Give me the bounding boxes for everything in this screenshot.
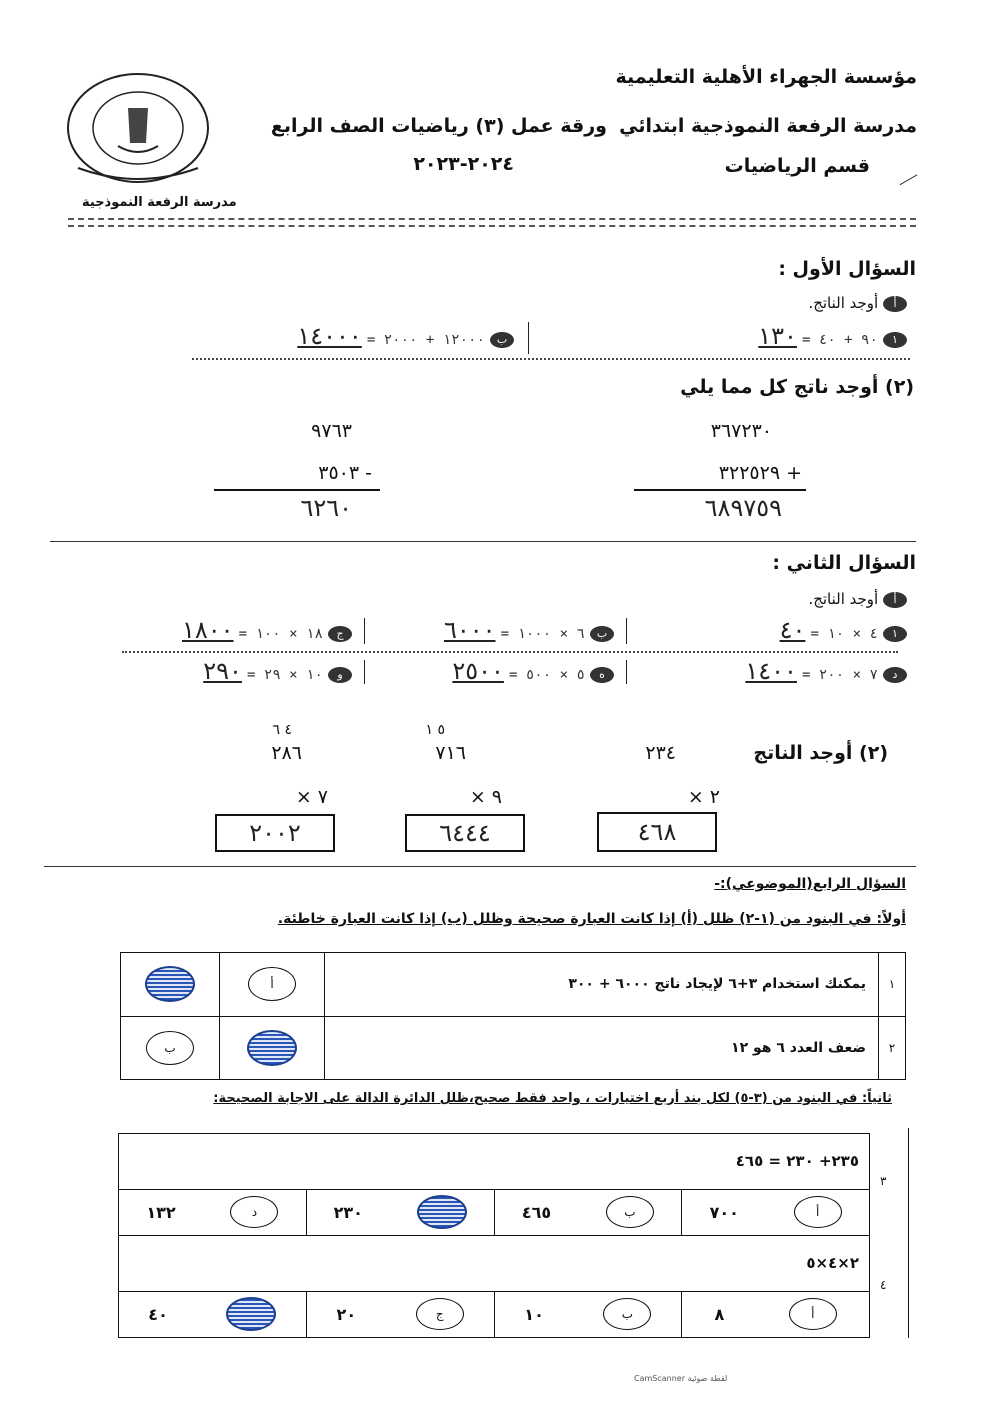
column-divider <box>528 322 529 354</box>
mult-2-carry: ٥ ١ <box>425 722 445 738</box>
tf-number: ٢ <box>879 1016 906 1080</box>
mult-1-answer-box <box>597 812 717 852</box>
mult-3-factor: ٧ × <box>295 786 328 808</box>
tf-statement: ضعف العدد ٦ هو ١٢ <box>325 1016 879 1080</box>
option-value: ١٣٢ <box>146 1202 176 1222</box>
q2-subpart-a <box>808 590 907 608</box>
mc-option-b[interactable] <box>494 1291 682 1337</box>
addition-result: ٦٨٩٧٥٩ <box>704 494 782 522</box>
q1-subpart-a <box>808 294 907 312</box>
mc-option-a[interactable] <box>682 1189 870 1235</box>
shaded-answer-icon <box>226 1297 276 1331</box>
subtraction-line <box>214 489 380 491</box>
option-value: ٤٠ <box>148 1304 168 1324</box>
shaded-answer-icon <box>417 1195 467 1229</box>
column-divider <box>364 618 365 644</box>
question-4-title: السؤال الرابع(الموضوعي):- <box>714 876 906 892</box>
q2-item-1 <box>697 616 907 644</box>
q2-item-2 <box>384 616 614 644</box>
badge-a: أ <box>883 296 907 312</box>
subtraction-result: ٦٢٦٠ <box>300 494 352 522</box>
tf-option-a-cell[interactable] <box>220 1016 325 1080</box>
mult-2-top: ٧١٦ <box>435 742 466 764</box>
mc-question: ٢٣٥+ ٢٣٠ = ٤٦٥ <box>119 1134 870 1190</box>
mult-3-result: ٢٠٠٢ <box>249 819 301 847</box>
school-year: ٢٠٢٤-٢٠٢٣ <box>413 153 514 175</box>
q4-part1-instructions: أولاً: في البنود من (١-٢) ظلل (أ) إذا كانت العبارة صحيحة وظلل (ب) إذا كانت العبارة خاطئة. <box>277 911 906 927</box>
mc-question-row <box>119 1134 870 1190</box>
option-value: ١٠ <box>524 1304 544 1324</box>
item-badge: ١ <box>883 332 907 348</box>
true-false-table <box>120 952 906 1080</box>
item-answer: ١٤٠٠٠ <box>297 322 362 350</box>
mult-2-factor: ٩ × <box>469 786 502 808</box>
item-answer: ١٣٠ <box>758 322 797 350</box>
school-logo <box>58 68 218 190</box>
mc-question: ٢×٤×٥ <box>119 1235 870 1291</box>
item-badge: ب <box>590 626 614 642</box>
option-value: ٤٦٥ <box>521 1202 552 1222</box>
item-badge: ه <box>590 667 614 683</box>
option-circle[interactable]: د <box>230 1196 278 1228</box>
mult-2-answer-box <box>405 814 525 852</box>
tf-statement: يمكنك استخدام ٣+٦ لإيجاد ناتج ٦٠٠٠ + ٣٠٠ <box>325 953 879 1017</box>
mc-option-d[interactable] <box>119 1291 307 1337</box>
pen-tick-mark <box>895 166 918 186</box>
multiple-choice-table <box>118 1133 870 1338</box>
mc-options-row <box>119 1291 870 1337</box>
mult-3-carry: ٤ ٦ <box>272 722 292 738</box>
shaded-answer-icon <box>145 966 195 1002</box>
item-answer: ١٤٠٠ <box>745 657 797 685</box>
mult-1-result: ٤٦٨ <box>637 818 677 846</box>
tf-option-a-cell[interactable] <box>220 953 325 1017</box>
item-expression: ١٨ × ١٠٠ = <box>238 626 323 642</box>
option-circle[interactable]: أ <box>794 1196 842 1228</box>
subtraction-top: ٩٧٦٣ <box>311 420 352 442</box>
item-answer: ٦٠٠٠ <box>443 616 496 644</box>
tf-option-b-cell[interactable] <box>121 1016 220 1080</box>
mc-number: ٣ <box>880 1174 887 1188</box>
column-divider <box>364 660 365 684</box>
item-expression: ٥ × ٥٠٠ = <box>509 667 585 683</box>
option-circle[interactable]: ج <box>416 1298 464 1330</box>
item-expression: ٧ × ٢٠٠ = <box>802 667 878 683</box>
question-2-title: السؤال الثاني : <box>772 552 916 574</box>
shaded-answer-icon <box>247 1030 297 1066</box>
worksheet-title: ورقة عمل (٣) رياضيات الصف الرابع <box>270 115 607 137</box>
institution-title: مؤسسة الجهراء الأهلية التعليمية <box>615 66 917 88</box>
item-expression: ١٢٠٠٠ + ٢٠٠٠ = <box>366 332 485 348</box>
section-separator <box>50 541 916 542</box>
tf-number: ١ <box>879 953 906 1017</box>
q2-sub-a-text: أوجد الناتج. <box>808 590 879 608</box>
item-answer: ٢٥٠٠ <box>452 657 504 685</box>
mc-number: ٤ <box>880 1278 887 1292</box>
dotted-separator <box>122 651 898 653</box>
item-expression: ٤ × ١٠ = <box>810 626 878 642</box>
column-divider <box>626 618 627 644</box>
option-value: ٧٠٠ <box>709 1202 739 1222</box>
logo-caption: مدرسة الرفعة النموذجية <box>82 195 237 210</box>
item-badge: ج <box>328 626 352 642</box>
mult-2-result: ٦٤٤٤ <box>439 819 491 847</box>
q1-sub-a-text: أوجد الناتج. <box>808 294 879 312</box>
subtraction-bottom: - ٣٥٠٣ <box>318 462 372 484</box>
tf-option-b-cell[interactable] <box>121 953 220 1017</box>
item-badge: ١ <box>883 626 907 642</box>
mult-1-top: ٢٣٤ <box>645 742 676 764</box>
dotted-separator <box>192 358 910 360</box>
scanner-watermark: CamScanner لقطة ضوئية <box>634 1374 728 1383</box>
mc-option-c[interactable] <box>306 1189 494 1235</box>
item-expression: ٩٠ + ٤٠ = <box>802 332 878 348</box>
q2-item-6 <box>127 657 352 685</box>
school-seal-icon <box>58 68 218 190</box>
option-circle[interactable]: ب <box>606 1196 654 1228</box>
addition-top: ٣٦٧٢٣٠ <box>710 420 772 442</box>
q4-part2-instructions: ثانياً: في البنود من (٣-٥) لكل بند أربع اختيارات ، واحد فقط صحيح،ظلل الدائرة الدالة على الاجابة الصحيحة: <box>213 1091 892 1106</box>
mult-1-factor: ٢ × <box>687 786 720 808</box>
tf-row-2 <box>121 1016 906 1080</box>
mc-options-row <box>119 1189 870 1235</box>
option-circle[interactable]: أ <box>789 1298 837 1330</box>
item-expression: ٦ × ١٠٠٠ = <box>500 626 585 642</box>
q2-item-4 <box>697 657 907 685</box>
badge-a: أ <box>883 592 907 608</box>
q2-item-5 <box>384 657 614 685</box>
header-separator-1 <box>68 218 916 220</box>
q1-part2-title: (٢) أوجد ناتج كل مما يلي <box>680 376 914 398</box>
tf-option-b[interactable]: ب <box>146 1031 194 1065</box>
addition-line <box>634 489 806 491</box>
item-answer: ٤٠ <box>779 616 806 644</box>
item-answer: ١٨٠٠ <box>181 616 234 644</box>
tf-option-a[interactable]: أ <box>248 967 296 1001</box>
item-badge: و <box>328 667 352 683</box>
q1-item-2 <box>214 322 514 350</box>
department: قسم الرياضيات <box>724 155 870 177</box>
mc-outer-border <box>908 1128 909 1338</box>
mc-option-d[interactable] <box>119 1189 307 1235</box>
mult-3-top: ٢٨٦ <box>271 742 302 764</box>
q2-part2-title: (٢) أوجد الناتج <box>753 742 888 764</box>
option-value: ٨ <box>714 1304 725 1324</box>
section-separator <box>44 866 916 867</box>
mc-option-a[interactable] <box>682 1291 870 1337</box>
item-badge: د <box>883 667 907 683</box>
mc-option-b[interactable] <box>494 1189 682 1235</box>
addition-bottom: + ٣٢٢٥٢٩ <box>718 462 802 484</box>
header-separator-2 <box>68 225 916 227</box>
tf-row-1 <box>121 953 906 1017</box>
mult-3-answer-box <box>215 814 335 852</box>
q1-item-1 <box>547 322 907 350</box>
school-name: مدرسة الرفعة النموذجية ابتدائي <box>619 115 917 137</box>
item-expression: ١٠ × ٢٩ = <box>247 667 323 683</box>
item-badge: ب <box>490 332 514 348</box>
item-answer: ٢٩٠ <box>203 657 242 685</box>
q2-item-3 <box>127 616 352 644</box>
option-value: ٢٣٠ <box>333 1202 363 1222</box>
column-divider <box>626 660 627 684</box>
question-1-title: السؤال الأول : <box>778 258 916 280</box>
mc-option-c[interactable] <box>306 1291 494 1337</box>
option-circle[interactable]: ب <box>603 1298 651 1330</box>
option-value: ٢٠ <box>336 1304 357 1324</box>
mc-question-row <box>119 1235 870 1291</box>
